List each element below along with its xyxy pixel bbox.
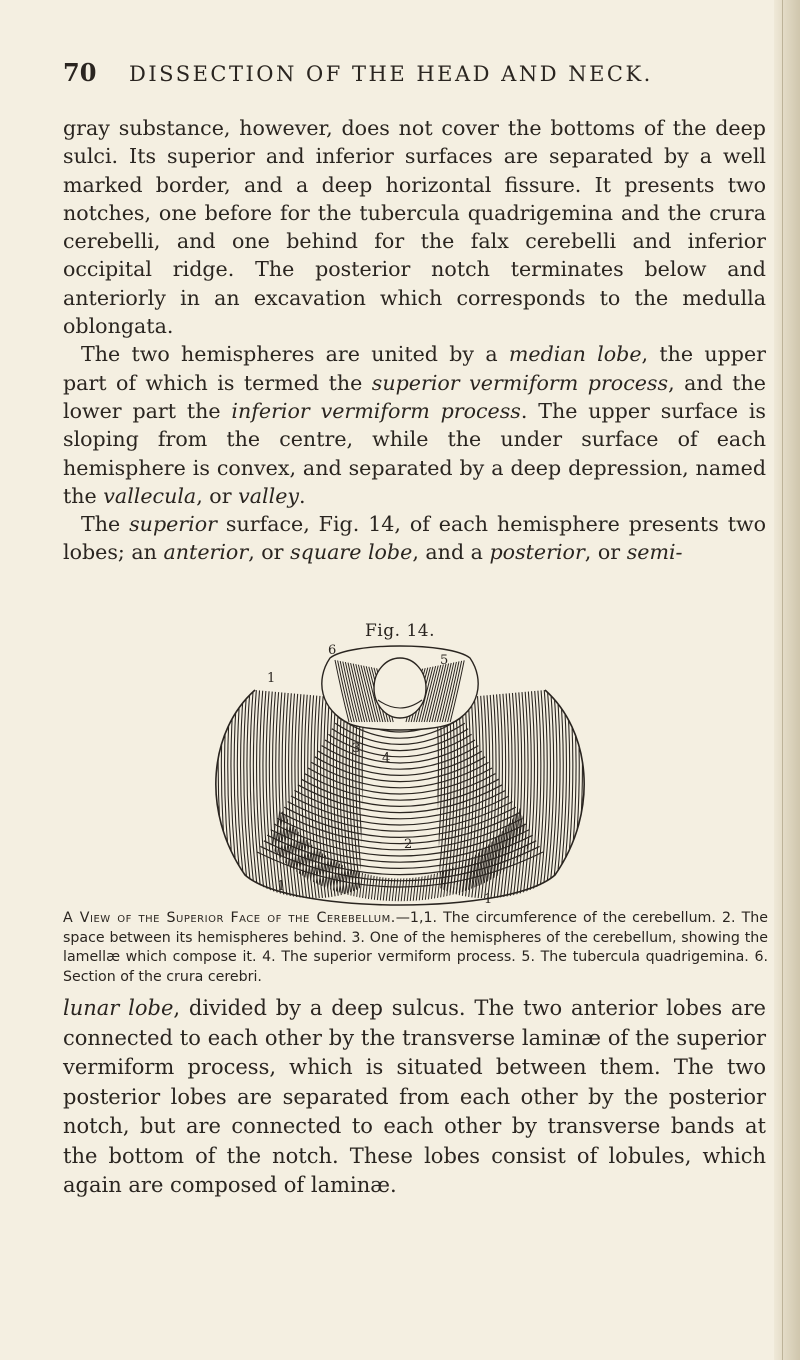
lamella-line [189, 680, 199, 910]
lamella-line [199, 680, 209, 910]
lamella-line [218, 680, 228, 910]
term-vallecula: vallecula [103, 483, 197, 508]
term-median-lobe: median lobe [508, 342, 642, 367]
term-semi: semi- [626, 540, 683, 565]
label-1c: 1 [484, 892, 493, 907]
label-2: 2 [404, 837, 413, 852]
transverse-lamina [325, 740, 475, 763]
vermiform-process-arcs [257, 712, 543, 887]
body-text-top [63, 114, 766, 567]
lamella-line [569, 680, 579, 910]
running-title: DISSECTION OF THE HEAD AND NECK. [129, 62, 653, 86]
lamella-line [589, 680, 599, 910]
label-3: 3 [352, 741, 361, 756]
paragraph-1: gray substance, however, does not cover the bottoms of the deep sulci. Its superior and inferior surfaces are separated by a well marked border, and a deep horizontal fissure. It presents two notches, one before for the tubercula quadrigemina and the crura cerebelli, and one behind for the falx cerebelli and inferior occipital ridge. The posterior notch terminates below and anteriorly in an excavation which corresponds to the medulla oblongata. [63, 116, 766, 339]
label-1a: 1 [267, 671, 276, 686]
page-edge [774, 0, 800, 1360]
tubercula-quadrigemina [374, 658, 426, 718]
page-number: 70 [63, 58, 97, 87]
lamella-line [205, 680, 215, 910]
term-superior: superior [129, 512, 217, 537]
lamella-line [186, 680, 196, 910]
term-lunar-lobe: lunar lobe [63, 996, 174, 1020]
body-text-bottom [63, 994, 766, 1201]
lamella-line [573, 680, 583, 910]
lamella-line [221, 680, 231, 910]
caption-lead: A View of the Superior Face of the Cerebellum. [63, 910, 396, 926]
lamella-line [598, 680, 608, 910]
lamella-line [595, 680, 605, 910]
lamella-line [592, 680, 602, 910]
transverse-lamina [294, 790, 505, 818]
cerebellum-illustration [150, 640, 650, 910]
label-6: 6 [328, 643, 337, 658]
term-valley: valley [238, 483, 300, 508]
caption-text: —1,1. The circumference of the cerebellum. 2. The space between its hemispheres behind. 3. One of the hemispheres of the cerebellum, showing the lamellæ which compose it. 4. The superior vermiform process. 5. The tubercula quadrigemina. 6. Section of the crura cerebri. [63, 910, 768, 985]
figure-caption [63, 909, 768, 987]
running-head [63, 58, 763, 87]
label-5: 5 [440, 653, 449, 668]
term-posterior: posterior [489, 540, 585, 565]
lamella-line [228, 680, 238, 910]
term-superior-vermiform: superior vermiform process [371, 370, 669, 395]
transverse-lamina [298, 785, 502, 813]
term-anterior: anterior [163, 540, 249, 565]
lamella-line [196, 680, 206, 910]
paragraph-3: The superior surface, Fig. 14, of each hemisphere presents two lobes; an anterior, or square lobe, and a posterior, or semi- [63, 512, 766, 565]
lamella-line [585, 680, 595, 910]
lamella-line [202, 680, 212, 910]
term-square-lobe: square lobe [290, 540, 413, 565]
lamella-line [566, 680, 576, 910]
label-4: 4 [382, 751, 391, 766]
lamella-line [193, 680, 203, 910]
figure-title: Fig. 14. [365, 621, 435, 641]
paragraph-2: The two hemispheres are united by a median lobe, the upper part of which is termed the superior vermiform process, and the lower part the inferior vermiform process. The upper surface is sloping from the centre, while the under surface of each hemisphere is convex, and separated by a deep depression, named the vallecula, or valley. [63, 342, 766, 508]
lamella-line [601, 680, 611, 910]
paragraph-4: lunar lobe, divided by a deep sulcus. The two anterior lobes are connected to each other by the transverse laminæ of the superior vermiform process, which is situated between them. The two posterior lobes are separated from each other by the posterior notch, but are connected to each other by transverse bands at the bottom of the notch. These lobes consist of lobules, which again are composed of laminæ. [63, 996, 766, 1197]
label-1b: 1 [277, 879, 286, 894]
lamella-line [225, 680, 235, 910]
term-inferior-vermiform: inferior vermiform process [231, 398, 521, 423]
